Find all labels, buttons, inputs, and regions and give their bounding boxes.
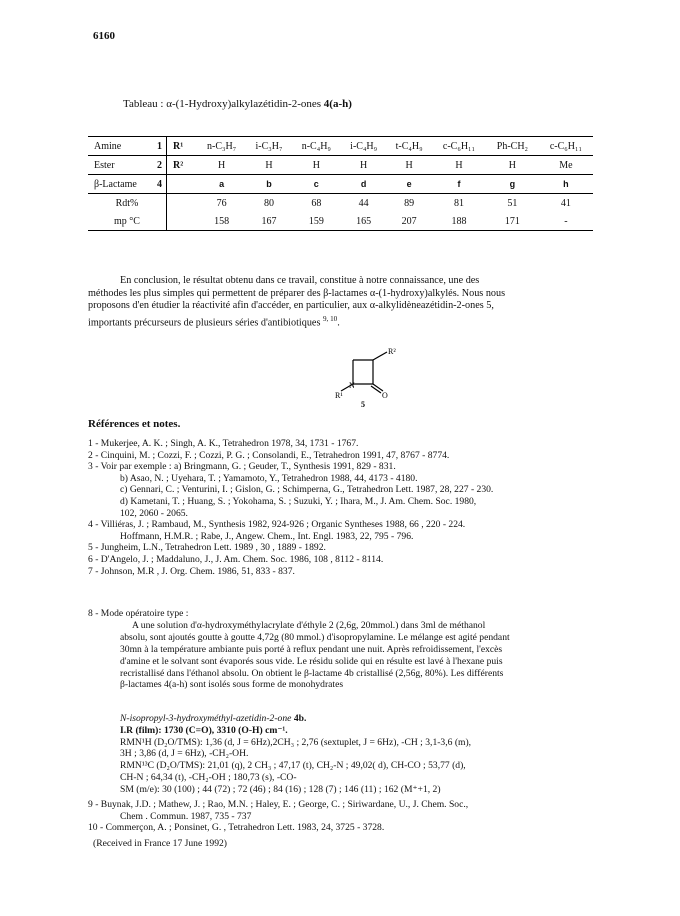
table-cell: n-C₃H₇ [197, 137, 246, 156]
h1-nmr-data-cont: 3H ; 3,86 (d, J = 6Hz), -CH₂-OH. [120, 748, 249, 760]
row-label [88, 156, 167, 175]
reference-5: 5 - Jungheim, L.N., Tetrahedron Lett. 1989 , 30 , 1889 - 1892. [88, 542, 326, 554]
c13-nmr-data: RMN¹³C (D₂O/TMS): 21,01 (q), 2 CH₃ ; 47,17 (t), CH₂-N ; 49,02( d), CH-CO ; 53,77 (d), [120, 760, 466, 772]
reference-4-cont: Hoffmann, H.M.R. ; Rabe, J., Angew. Chem., Int. Engl. 1983, 22, 795 - 796. [120, 530, 414, 542]
table-cell: e [386, 175, 431, 194]
procedure-line: 30mn à la température ambiante puis porté à reflux pendant une nuit. Après refroidissement, l'excès [120, 643, 503, 655]
table-cell: i-C₄H₉ [341, 137, 386, 156]
table-cell: 159 [292, 212, 341, 231]
table-cell: f [432, 175, 486, 194]
mass-spec-data: SM (m/e): 30 (100) ; 44 (72) ; 72 (46) ; 84 (16) ; 128 (7) ; 146 (11) ; 162 (M⁺+1, 2) [120, 783, 441, 795]
table-cell: d [341, 175, 386, 194]
row-label [88, 194, 167, 213]
reference-7: 7 - Johnson, M.R , J. Org. Chem. 1986, 51, 833 - 837. [88, 565, 295, 577]
table-cell: n-C₄H₉ [292, 137, 341, 156]
table-cell: H [246, 156, 291, 175]
table-cell: i-C₃H₇ [246, 137, 291, 156]
table-cell: H [341, 156, 386, 175]
procedure-line: β-lactames 4(a-h) sont isolés sous forme de monohydrates [120, 679, 344, 691]
table-cell: 188 [432, 212, 486, 231]
table-cell: 44 [358, 197, 369, 209]
row-key: R¹ [167, 137, 198, 156]
procedure-line: A une solution d'α-hydroxyméthylacrylate d'éthyle 2 (2,6g, 20mmol.) dans 3ml de méthanol [132, 619, 486, 631]
compound-name-number: 4b. [293, 713, 307, 724]
references-heading: Références et notes. [88, 418, 181, 430]
reference-6: 6 - D'Angelo, J. ; Maddaluno, J., J. Am. Chem. Soc. 1986, 108 , 8112 - 8114. [88, 553, 384, 565]
table-cell: 51 [507, 197, 518, 209]
row-label [88, 137, 167, 156]
reference-3b: b) Asao, N. ; Uyehara, T. ; Yamamoto, Y., Tetrahedron 1988, 44, 4173 - 4180. [120, 472, 418, 484]
row-key [167, 212, 198, 231]
reference-1: 1 - Mukerjee, A. K. ; Singh, A. K., Tetrahedron 1978, 34, 1731 - 1767. [88, 438, 359, 449]
reference-3d: d) Kametani, T. ; Huang, S. ; Yokohama, S. ; Suzuki, Y. ; Ihara, M., J. Am. Chem. Soc. 1980, [120, 495, 477, 507]
spectral-data [120, 713, 598, 796]
reference-9: 9 - Buynak, J.D. ; Mathew, J. ; Rao, M.N. ; Haley, E. ; George, C. ; Siriwardane, U., J. Chem. Soc., [88, 799, 469, 810]
procedure-heading: 8 - Mode opératoire type : [88, 608, 189, 619]
row-key: R² [167, 156, 198, 175]
row-label [88, 212, 167, 231]
compound-name: N-isopropyl-3-hydroxyméthyl-azetidin-2-one [120, 713, 292, 724]
h1-nmr-data: RMN¹H (D₂O/TMS): 1,36 (d, J = 6Hz),2CH₃ ; 2,76 (sextuplet, J = 6Hz), -CH ; 3,1-3,6 (m), [120, 736, 472, 748]
table-cell: 81 [453, 197, 464, 209]
reference-2: 2 - Cinquini, M. ; Cozzi, F. ; Cozzi, P. G. ; Consolandi, E., Tetrahedron 1991, 47, 8767 - 8774. [88, 449, 450, 461]
o-label: O [382, 391, 388, 400]
table-cell: Ph-CH₂ [486, 137, 539, 156]
table-cell: H [197, 156, 246, 175]
conclusion-line-4 [88, 313, 596, 330]
reference-3: 3 - Voir par exemple : a) Bringmann, G. ; Geuder, T., Synthesis 1991, 829 - 831. [88, 461, 396, 473]
table-cell: 89 [404, 197, 415, 209]
table-row [88, 175, 593, 194]
row-key [167, 194, 198, 213]
procedure-line: absolu, sont ajoutés goutte à goutte 4,72g (80 mmol.) d'isopropylamine. Le mélange est agité pendant [120, 631, 510, 643]
compound-number: 5 [361, 400, 365, 409]
references-list [88, 438, 598, 577]
table-cell: c-C₆H₁₁ [539, 137, 593, 156]
row-label-number: 1 [157, 140, 162, 152]
table-row [88, 156, 593, 175]
conclusion-refs: 9, 10 [322, 314, 338, 323]
row-label-text: β-Lactame [94, 178, 137, 190]
row-label-text: Ester [94, 159, 115, 171]
row-label-number: 4 [157, 178, 162, 190]
table-cell: 68 [311, 197, 322, 209]
table-cell: h [539, 175, 593, 194]
procedure-note [88, 608, 598, 691]
table-cell: 167 [246, 212, 291, 231]
table-cell: c [292, 175, 341, 194]
table-cell: 165 [341, 212, 386, 231]
conclusion-paragraph [88, 275, 596, 330]
reference-10: 10 - Commerçon, A. ; Ponsinet, G. , Tetrahedron Lett. 1983, 24, 3725 - 3728. [88, 822, 385, 834]
c13-nmr-data-cont: CH-N ; 64,34 (t), -CH₂-OH ; 180,73 (s), -CO- [120, 771, 297, 783]
results-table [88, 136, 593, 231]
reference-3d-cont: 102, 2060 - 2065. [120, 507, 188, 519]
row-label-number: 2 [157, 159, 162, 171]
caption-text: Tableau : α-(1-Hydroxy)alkylazétidin-2-ones [123, 98, 324, 110]
conclusion-line-4-text: importants précurseurs de plusieurs séries d'antibiotiques [88, 317, 321, 329]
procedure-line: recristallisé dans l'éthanol absolu. On obtient le β-lactame 4b cristallisé (2,56g, 80%). Les différents [120, 667, 504, 679]
page-number: 6160 [93, 30, 115, 42]
table-cell: H [486, 156, 539, 175]
row-key [167, 175, 198, 194]
table-row [88, 137, 593, 156]
table-cell: 41 [560, 197, 571, 209]
references-list-2 [88, 799, 598, 834]
conclusion-end: . [337, 317, 340, 329]
row-label [88, 175, 167, 194]
row-label-text: mp °C [114, 215, 140, 227]
table-cell: Me [539, 156, 593, 175]
table-row [88, 212, 593, 231]
r2-label: R² [388, 347, 396, 356]
azetidinone-structure [335, 340, 415, 410]
conclusion-line-3: proposons d'en étudier la réactivité afin d'accéder, en particulier, aux α-alkylidèneazétidin-2-ones 5, [88, 300, 494, 312]
table-cell: a [197, 175, 246, 194]
reference-4: 4 - Villiéras, J. ; Rambaud, M., Synthesis 1982, 924-926 ; Organic Syntheses 1988, 66 , 220 - 224. [88, 519, 466, 531]
table-cell: 76 [216, 197, 227, 209]
reference-3c: c) Gennari, C. ; Venturini, I. ; Gislon, G. ; Schimperna, G., Tetrahedron Lett. 1987, 28, 227 - 230. [120, 484, 494, 496]
caption-compound: 4(a-h) [323, 98, 352, 110]
table-cell: 80 [263, 197, 274, 209]
compound-name-line [120, 713, 598, 725]
procedure-line: d'amine et le solvant sont évaporés sous vide. Le résidu solide qui en résulte est lavé à l'hexane puis [120, 655, 503, 667]
table-row [88, 194, 593, 213]
table-cell: H [432, 156, 486, 175]
table-cell: - [539, 212, 593, 231]
received-date: (Received in France 17 June 1992) [93, 838, 228, 849]
table-cell: b [246, 175, 291, 194]
table-caption [123, 98, 352, 110]
conclusion-line-1: En conclusion, le résultat obtenu dans ce travail, constitue à notre connaissance, une des [120, 275, 480, 286]
conclusion-line-2: méthodes les plus simples qui permettent de préparer des β-lactames α-(1-hydroxy)alkylés. Nous nous [88, 287, 506, 299]
table-cell: 171 [486, 212, 539, 231]
table-cell: 158 [197, 212, 246, 231]
table-cell: H [386, 156, 431, 175]
ir-data: I.R (film): 1730 (C=O), 3310 (O-H) cm⁻¹. [120, 724, 288, 736]
table-cell: t-C₄H₉ [386, 137, 431, 156]
n-label: N [349, 381, 355, 390]
row-label-text: Amine [94, 140, 122, 152]
table-cell: H [292, 156, 341, 175]
table-cell: g [486, 175, 539, 194]
table-cell: 207 [386, 212, 431, 231]
table-cell: c-C₆H₁₁ [432, 137, 486, 156]
r1-label: R¹ [335, 391, 343, 400]
row-label-text: Rdt% [115, 197, 139, 209]
reference-9-cont: Chem . Commun. 1987, 735 - 737 [120, 810, 252, 822]
